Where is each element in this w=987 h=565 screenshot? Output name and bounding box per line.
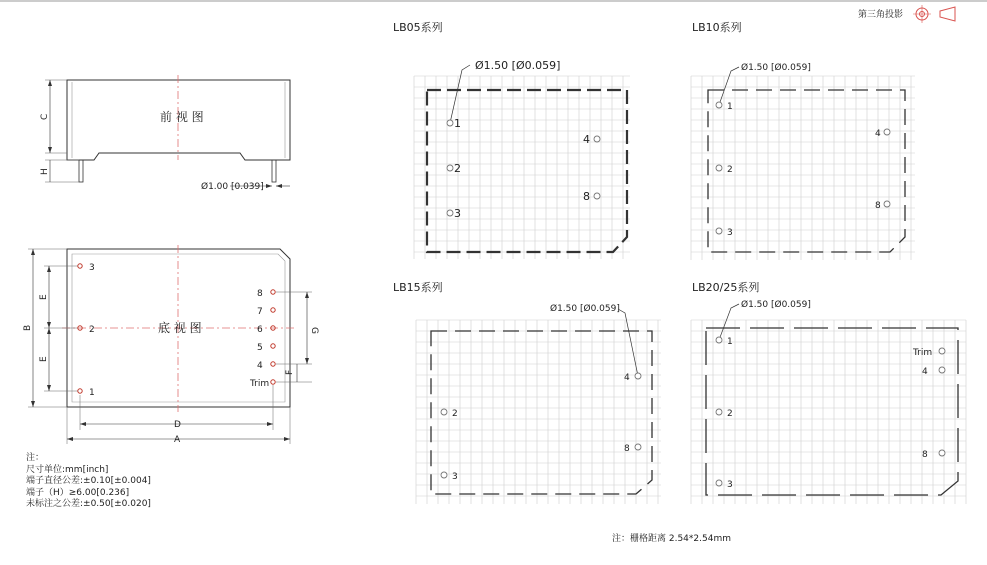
pin-hole-label: 3 [727, 480, 733, 490]
grid-lb15 [416, 309, 661, 504]
pin-hole [635, 373, 641, 379]
series-title-lb10: LB10系列 [692, 21, 742, 34]
pin-label: 4 [257, 361, 263, 371]
pin-hole-label: 8 [922, 450, 928, 460]
pin-hole [594, 136, 600, 142]
front-view-label: 前 视 图 [160, 110, 204, 124]
notes-line: 端子直径公差:±0.10[±0.004] [26, 476, 151, 486]
pin-label: 2 [89, 325, 95, 335]
pin-hole-label: 8 [624, 444, 630, 454]
pin-hole [716, 165, 722, 171]
dim-c-label: C [40, 113, 50, 120]
hole-label-lb15: Ø1.50 [Ø0.059] [550, 304, 620, 314]
pin-hole-label: 2 [727, 409, 733, 419]
pin-hole-label: Trim [913, 348, 933, 358]
notes-block [26, 453, 151, 511]
series-title-lb20: LB20/25系列 [692, 281, 760, 294]
pin-hole [594, 193, 600, 199]
pin-marker [271, 362, 275, 366]
module-outline [708, 90, 905, 252]
bottom-view-label: 底 视 图 [158, 321, 202, 335]
pin-hole-label: 3 [452, 472, 458, 482]
dim-a-label: A [174, 435, 181, 445]
pin-label: 6 [257, 325, 263, 335]
pin-marker [78, 264, 82, 268]
pin-hole [447, 120, 453, 126]
pin-label: 5 [257, 343, 263, 353]
pin-hole [716, 480, 722, 486]
pin-hole-label: 8 [583, 190, 590, 203]
pin-marker [271, 380, 275, 384]
pin-hole-label: 2 [727, 165, 733, 175]
pin-hole-label: 4 [875, 129, 881, 139]
pin-hole [635, 444, 641, 450]
hole-leader-line [719, 67, 739, 105]
hole-leader-line [719, 304, 739, 340]
hole-label-lb10: Ø1.50 [Ø0.059] [741, 63, 811, 73]
pin-label: 7 [257, 307, 263, 317]
bottom-view [28, 245, 312, 444]
hole-leader-line [618, 309, 638, 376]
pin-label: Trim [250, 379, 270, 389]
pin-hole-label: 1 [727, 102, 733, 112]
pin-hole [447, 165, 453, 171]
pin-hole [447, 210, 453, 216]
pin-hole [884, 129, 890, 135]
pin-hole [441, 409, 447, 415]
dim-e-upper-label: E [39, 294, 49, 300]
pin-hole [716, 228, 722, 234]
pin-hole [939, 450, 945, 456]
pin-hole-label: 1 [727, 337, 733, 347]
pin-marker [271, 308, 275, 312]
hole-label-lb20: Ø1.50 [Ø0.059] [741, 300, 811, 310]
series-title-lb05: LB05系列 [393, 21, 443, 34]
dim-d-label: D [174, 420, 181, 430]
pin-hole-label: 3 [727, 228, 733, 238]
notes-line: 尺寸单位:mm[inch] [26, 464, 109, 475]
pin-hole-label: 4 [583, 133, 590, 146]
pin-hole [716, 409, 722, 415]
pin-marker [271, 290, 275, 294]
pin-hole-label: 2 [454, 162, 461, 175]
pin-hole-label: 2 [452, 409, 458, 419]
dim-e-lower-label: E [39, 356, 49, 362]
notes-line: 未标注之公差:±0.50[±0.020] [26, 499, 151, 509]
grid-spacing-note: 注：栅格距离 2.54*2.54mm [612, 534, 731, 544]
hole-leader-line [450, 65, 470, 123]
pin-label: 8 [257, 289, 263, 299]
series-title-lb15: LB15系列 [393, 281, 443, 294]
pin-hole [716, 102, 722, 108]
pin-hole [939, 348, 945, 354]
pin-label: 3 [89, 263, 95, 273]
pin-marker [271, 344, 275, 348]
dim-g-label: G [309, 327, 319, 334]
dim-b-label: B [23, 324, 33, 331]
pin-hole [441, 472, 447, 478]
grid-lb05 [414, 65, 630, 259]
pin-hole-label: 4 [624, 373, 630, 383]
pin-hole [884, 201, 890, 207]
pin-hole-label: 8 [875, 201, 881, 211]
pin-hole [716, 337, 722, 343]
notes-title: 注： [26, 453, 45, 463]
module-outline [431, 331, 652, 494]
pin-hole-label: 3 [454, 207, 461, 220]
dim-f-label: F [285, 369, 295, 375]
pin-marker [78, 389, 82, 393]
grid-lb20 [691, 304, 966, 504]
dim-h-label: H [40, 168, 50, 175]
projection-label: 第三角投影 [858, 10, 904, 20]
grid-lb10 [691, 67, 915, 260]
pin-diameter-label: Ø1.00 [0.039] [201, 182, 264, 192]
notes-line: 端子（H）≥6.00[0.236] [26, 487, 130, 498]
hole-label-lb05: Ø1.50 [Ø0.059] [475, 59, 561, 72]
front-view [45, 75, 290, 188]
pin-hole-label: 4 [922, 367, 928, 377]
third-angle-projection-icon [913, 5, 955, 23]
pin-hole [939, 367, 945, 373]
pin-hole-label: 1 [454, 117, 461, 130]
pin-label: 1 [89, 388, 95, 398]
